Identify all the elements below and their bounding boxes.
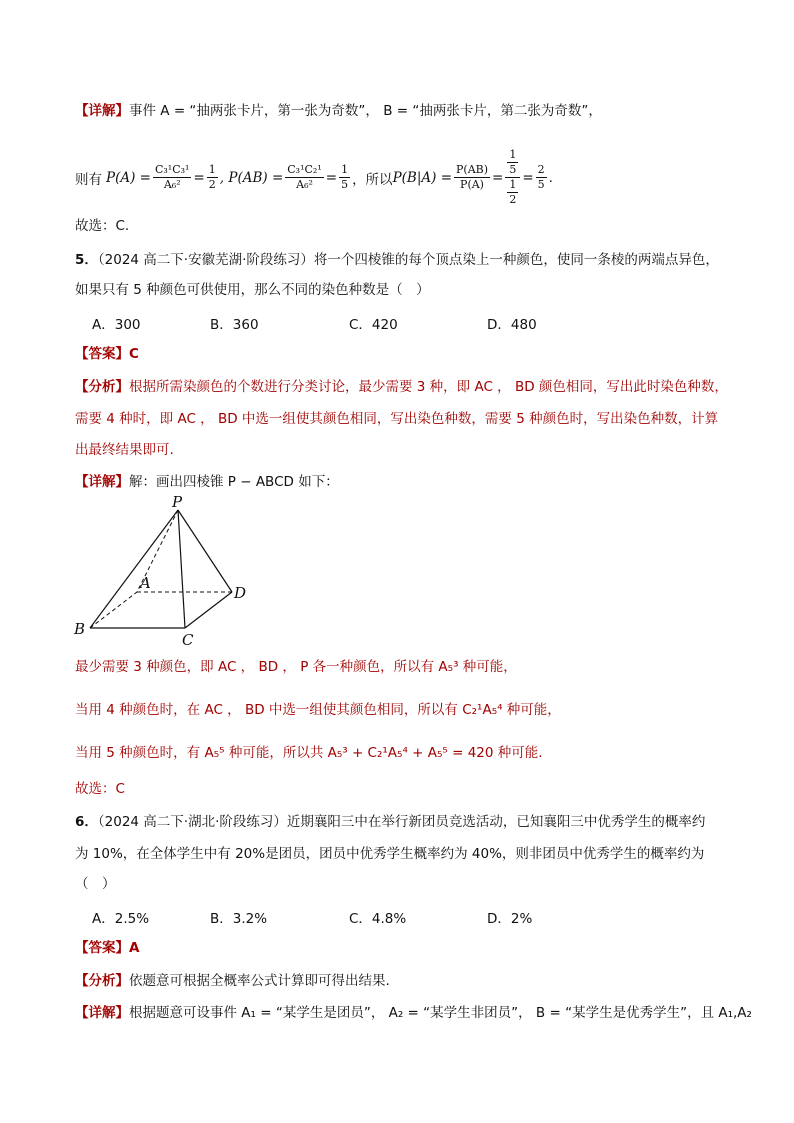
q6-option-c[interactable]: C．4.8%	[349, 911, 407, 927]
pa-lhs: P(A) =	[106, 169, 151, 186]
pab-lhs: , P(AB) =	[219, 169, 284, 186]
formula-mid: ，所以	[352, 171, 393, 188]
pa-fraction: $\frac{\text{C₃¹C₃¹}}{\text{A₆²}}$	[154, 163, 190, 191]
detail-tag: 【详解】	[75, 1005, 129, 1021]
q5-source: （2024 高二下·安徽芜湖·阶段练习）	[97, 252, 314, 268]
nested-fraction: $\frac{\frac{1}{5}}{\frac{1}{2}}$	[505, 148, 520, 207]
q5-answer	[75, 344, 139, 364]
detail-text: 解：画出四棱锥 P − ABCD 如下：	[129, 474, 339, 490]
q5-option-d[interactable]: D．480	[487, 317, 537, 333]
detail-tag: 【详解】	[75, 103, 129, 119]
q5-line-2: 如果只有 5 种颜色可供使用，那么不同的染色种数是（ ）	[75, 282, 430, 298]
pa-result: $\frac{1}{2}$	[208, 163, 216, 191]
q5-analysis-3: 出最终结果即可.	[75, 442, 174, 458]
pab-result: $\frac{1}{5}$	[341, 163, 349, 191]
q5-option-a[interactable]: A．300	[92, 317, 141, 333]
detail-tag: 【详解】	[75, 474, 129, 490]
answer-value: A	[129, 940, 140, 956]
q5-number: 5．	[75, 252, 98, 268]
detail-line-1	[75, 101, 602, 121]
final-result: $\frac{2}{5}$	[537, 163, 545, 191]
q5-option-b[interactable]: B．360	[210, 317, 259, 333]
q6-line-2: 为 10%，在全体学生中有 20%是团员，团员中优秀学生概率约为 40%，则非团员中优秀学生的概率约为	[75, 846, 705, 862]
q6-answer	[75, 938, 139, 958]
choose-prev: 故选：C.	[75, 218, 130, 234]
label-b: B	[74, 620, 86, 638]
formula-end: .	[548, 169, 553, 186]
q6-option-d[interactable]: D．2%	[487, 911, 533, 927]
q5-detail	[75, 472, 339, 492]
q6-text-1: 近期襄阳三中在举行新团员竞选活动，已知襄阳三中优秀学生的概率约	[286, 814, 706, 830]
q5-solution-1: 最少需要 3 种颜色，即 AC ， BD ， P 各一种颜色，所以有 A₅³ 种可能，	[75, 659, 517, 675]
q6-source: （2024 高二下·湖北·阶段练习）	[97, 814, 287, 830]
q5-solution-2: 当用 4 种颜色时，在 AC ， BD 中选一组使其颜色相同，所以有 C₂¹A₅⁴ 种可能，	[75, 702, 561, 718]
pab-fraction: $\frac{\text{C₃¹C₂¹}}{\text{A₆²}}$	[287, 163, 322, 191]
q6-analysis	[75, 971, 390, 991]
detail-text: 事件 A = “抽两张卡片，第一张为奇数”， B = “抽两张卡片，第二张为奇数”，	[129, 103, 602, 119]
q5-line-1	[75, 250, 719, 270]
pab-eq: =	[325, 169, 338, 186]
q6-number: 6．	[75, 814, 98, 830]
q6-line-3: （ ）	[75, 876, 116, 892]
analysis-tag: 【分析】	[75, 379, 129, 395]
label-d: D	[234, 584, 247, 602]
formula-prefix: 则有	[75, 171, 102, 188]
analysis-text: 依题意可根据全概率公式计算即可得出结果.	[129, 973, 390, 989]
analysis-text-1: 根据所需染颜色的个数进行分类讨论，最少需要 3 种，即 AC ， BD 颜色相同，写出此时染色种数，	[129, 379, 728, 395]
pba-eq: =	[492, 169, 504, 186]
answer-tag: 【答案】	[75, 346, 129, 362]
final-eq: =	[522, 169, 534, 186]
pba-fraction: $\frac{P(AB)}{P(A)}$	[456, 163, 489, 191]
label-c: C	[182, 631, 194, 649]
q5-choose: 故选：C	[75, 781, 125, 797]
label-p: P	[172, 495, 183, 511]
q5-text-1: 将一个四棱锥的每个顶点染上一种颜色，使同一条棱的两端点异色，	[313, 252, 719, 268]
q6-line-1	[75, 812, 705, 832]
pba-lhs: P(B|A) =	[392, 169, 453, 186]
q5-solution-3: 当用 5 种颜色时，有 A₅⁵ 种可能，所以共 A₅³ + C₂¹A₅⁴ + A₅⁵ = 420 种可能.	[75, 745, 543, 761]
q6-detail	[75, 1003, 752, 1023]
answer-tag: 【答案】	[75, 940, 129, 956]
analysis-tag: 【分析】	[75, 973, 129, 989]
pyramid-figure	[70, 495, 270, 650]
q5-analysis-2: 需要 4 种时，即 AC ， BD 中选一组使其颜色相同，写出染色种数，需要 5 种颜色时，写出染色种数，计算	[75, 411, 719, 427]
detail-text: 根据题意可设事件 A₁ = “某学生是团员”， A₂ = “某学生非团员”， B = “某学生是优秀学生”，且 A₁,A₂	[129, 1005, 752, 1021]
q5-option-c[interactable]: C．420	[349, 317, 398, 333]
q5-analysis-1	[75, 377, 728, 397]
q6-option-b[interactable]: B．3.2%	[210, 911, 268, 927]
pa-eq: =	[193, 169, 205, 186]
answer-value: C	[129, 346, 139, 362]
label-a: A	[140, 574, 151, 592]
q6-option-a[interactable]: A．2.5%	[92, 911, 150, 927]
probability-formula	[75, 148, 553, 207]
